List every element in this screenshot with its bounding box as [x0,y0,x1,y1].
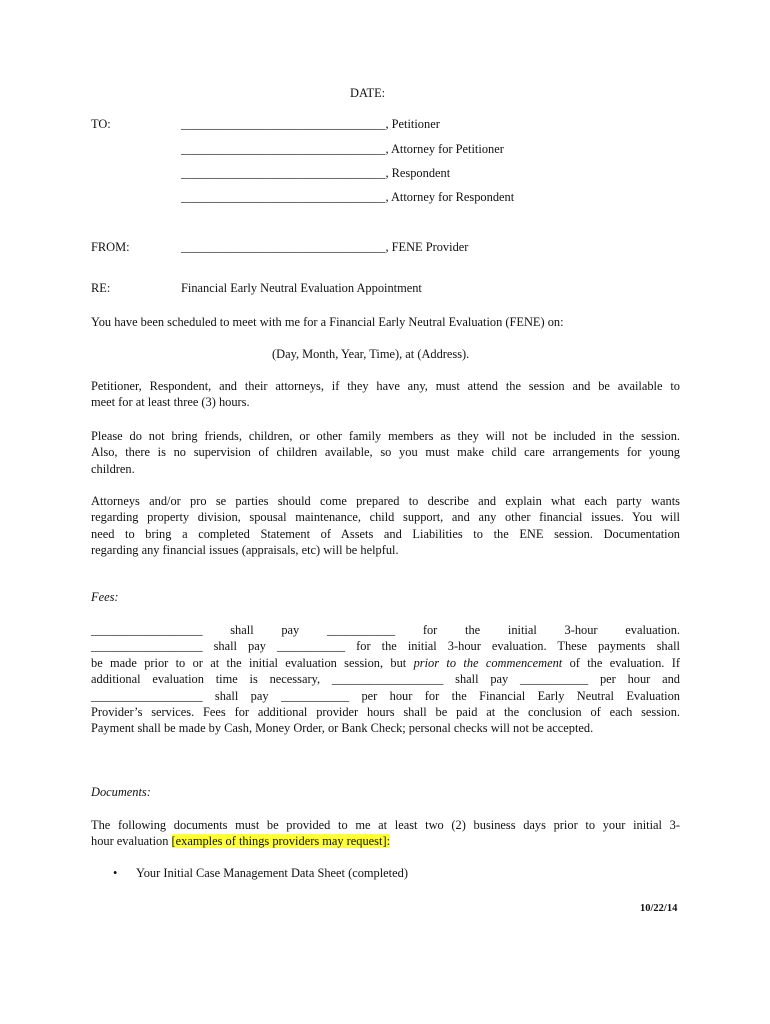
from-row [181,240,468,255]
attorneys-paragraph [91,493,680,559]
attorney-petitioner-blank[interactable]: _________________________________ [181,142,386,156]
attorney-respondent-role: , Attorney for Respondent [385,190,515,204]
fees-line-2: __________________ shall pay ___________ for the initial 3-hour evaluation. These payments shall [91,639,680,654]
respondent-role: , Respondent [385,166,451,180]
fees-word: pay [281,623,300,637]
fees-line-3 [91,655,680,671]
bullet-list [113,866,408,881]
petitioner-role: , Petitioner [385,117,440,131]
amount-blank[interactable]: ___________ [326,623,396,637]
to-label: TO: [91,117,111,131]
from-label: FROM: [91,240,130,254]
documents-line-1: The following documents must be provided to me at least two (2) business days prior to your initial 3- [91,818,680,832]
to-row-respondent [181,166,450,181]
fees-word: shall [230,623,254,637]
fees-word: 3-hour [564,623,598,637]
intro-text: You have been scheduled to meet with me for a Financial Early Neutral Evaluation (FENE) on: [91,315,564,329]
attorneys-line: Attorneys and/or pro se parties should come prepared to describe and explain what each party wants [91,494,680,508]
children-line: children. [91,461,135,476]
fees-word: initial [507,623,537,637]
fees-line-6: Provider’s services. Fees for additional provider hours shall be paid at the conclusion of each session. [91,704,680,719]
children-line: Also, there is no supervision of children available, so you must make child care arrangements for young [91,445,680,460]
attorneys-line: regarding any financial issues (appraisals, etc) will be helpful. [91,543,399,558]
date-label: DATE: [350,86,386,100]
fees-line-3-post: of the evaluation. If [562,655,680,670]
fene-provider-blank[interactable]: _________________________________ [181,240,386,254]
documents-line-2 [91,833,680,849]
bullet-item: Your Initial Case Management Data Sheet (completed) [136,866,408,880]
fees-word: the [465,623,481,637]
revision-date: 10/22/14 [640,903,678,914]
to-row-attorney-respondent [181,190,514,205]
fees-line-3-italic: prior to the commencement [413,655,563,670]
to-row-attorney-petitioner [181,142,504,157]
attendance-line: Petitioner, Respondent, and their attorneys, if they have any, must attend the session and be available to [91,379,680,393]
attorney-respondent-blank[interactable]: _________________________________ [181,190,386,204]
fees-heading: Fees: [91,590,119,604]
fees-line-7: Payment shall be made by Cash, Money Order, or Bank Check; personal checks will not be accepted. [91,721,594,736]
re-label: RE: [91,281,111,295]
attorney-petitioner-role: , Attorney for Petitioner [385,142,504,156]
attorneys-line: need to bring a completed Statement of Assets and Liabilities to the ENE session. Documentation [91,526,680,541]
payer-blank[interactable]: __________________ [91,623,203,637]
attorneys-line: regarding property division, spousal maintenance, child support, and any other financial issues. You will [91,510,680,525]
fees-word: evaluation. [625,623,680,637]
fees-word: for [422,623,438,637]
documents-line-2-pre: hour evaluation [91,834,172,849]
attendance-line: meet for at least three (3) hours. [91,395,250,410]
fene-provider-role: , FENE Provider [385,240,469,254]
fees-paragraph [91,622,680,737]
to-row-petitioner [181,117,440,132]
highlighted-note: [examples of things providers may request]: [171,834,391,849]
documents-paragraph [91,817,680,850]
schedule-line: (Day, Month, Year, Time), at (Address). [272,347,470,361]
respondent-blank[interactable]: _________________________________ [181,166,386,180]
fees-line-3-pre: be made prior to or at the initial evaluation session, but [91,655,414,670]
children-line: Please do not bring friends, children, or other family members as they will not be included in the session. [91,429,680,443]
children-paragraph [91,428,680,477]
documents-heading: Documents: [91,785,151,799]
fees-line-5: __________________ shall pay ___________ per hour for the Financial Early Neutral Evaluation [91,688,680,703]
petitioner-blank[interactable]: _________________________________ [181,117,386,131]
fees-line-1 [91,622,680,638]
fees-line-4: additional evaluation time is necessary, __________________ shall pay ___________ per hour and [91,672,680,687]
attendance-paragraph [91,378,680,411]
re-subject: Financial Early Neutral Evaluation Appointment [181,281,422,295]
bullet-icon: • [113,866,118,880]
